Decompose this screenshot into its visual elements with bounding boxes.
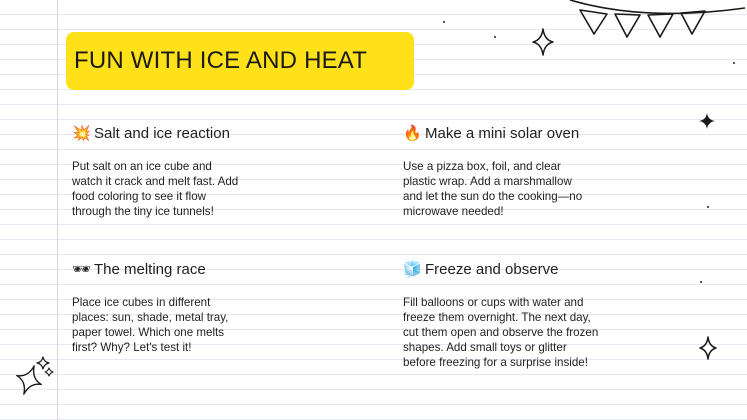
activity-card-melting-race bbox=[72, 259, 322, 355]
title-banner bbox=[66, 32, 414, 90]
description-line: paper towel. Which one melts bbox=[72, 326, 225, 339]
decorative-dot bbox=[733, 62, 735, 64]
card-header bbox=[72, 259, 322, 279]
card-header bbox=[403, 259, 653, 279]
ice-cube-icon: 🧊 bbox=[403, 260, 422, 278]
sparkles-cluster-icon bbox=[12, 354, 56, 398]
description-line: and let the sun do the cooking—no bbox=[403, 190, 583, 203]
description-line: cut them open and observe the frozen bbox=[403, 326, 599, 339]
description-line: through the tiny ice tunnels! bbox=[72, 205, 214, 218]
decorative-dot bbox=[443, 21, 445, 23]
description-line: microwave needed! bbox=[403, 205, 504, 218]
description-line: before freezing for a surprise inside! bbox=[403, 356, 588, 369]
card-header bbox=[403, 123, 653, 143]
description-line: food coloring to see it flow bbox=[72, 190, 207, 203]
sparkle-star-icon bbox=[699, 336, 717, 360]
description-line: Fill balloons or cups with water and bbox=[403, 296, 584, 309]
decorative-dot bbox=[707, 206, 709, 208]
page-title: FUN WITH ICE AND HEAT bbox=[74, 47, 368, 74]
bunting-decoration bbox=[565, 0, 747, 42]
activity-card-freeze-observe bbox=[403, 259, 653, 370]
card-description bbox=[403, 295, 643, 370]
notebook-margin-line bbox=[57, 0, 58, 420]
description-line: places: sun, shade, metal tray, bbox=[72, 311, 229, 324]
description-line: first? Why? Let's test it! bbox=[72, 341, 192, 354]
collision-icon: 💥 bbox=[72, 124, 91, 142]
description-line: watch it crack and melt fast. Add bbox=[72, 175, 239, 188]
card-title: Make a mini solar oven bbox=[425, 124, 580, 142]
card-description bbox=[72, 159, 312, 219]
activity-card-salt-ice bbox=[72, 123, 322, 219]
description-line: Put salt on an ice cube and bbox=[72, 160, 212, 173]
card-title: The melting race bbox=[94, 260, 206, 278]
card-description bbox=[403, 159, 643, 219]
sunglasses-icon: 🕶 bbox=[72, 260, 92, 278]
card-header bbox=[72, 123, 322, 143]
description-line: plastic wrap. Add a marshmallow bbox=[403, 175, 572, 188]
fire-icon: 🔥 bbox=[403, 124, 422, 142]
description-line: Use a pizza box, foil, and clear bbox=[403, 160, 561, 173]
description-line: Place ice cubes in different bbox=[72, 296, 211, 309]
description-line: shapes. Add small toys or glitter bbox=[403, 341, 567, 354]
sparkle-star-icon bbox=[698, 112, 716, 130]
decorative-dot bbox=[494, 36, 496, 38]
decorative-dot bbox=[700, 281, 702, 283]
description-line: freeze them overnight. The next day, bbox=[403, 311, 591, 324]
card-title: Freeze and observe bbox=[425, 260, 559, 278]
card-title: Salt and ice reaction bbox=[94, 124, 230, 142]
activity-card-solar-oven bbox=[403, 123, 653, 219]
sparkle-star-icon bbox=[532, 28, 554, 56]
card-description bbox=[72, 295, 312, 355]
